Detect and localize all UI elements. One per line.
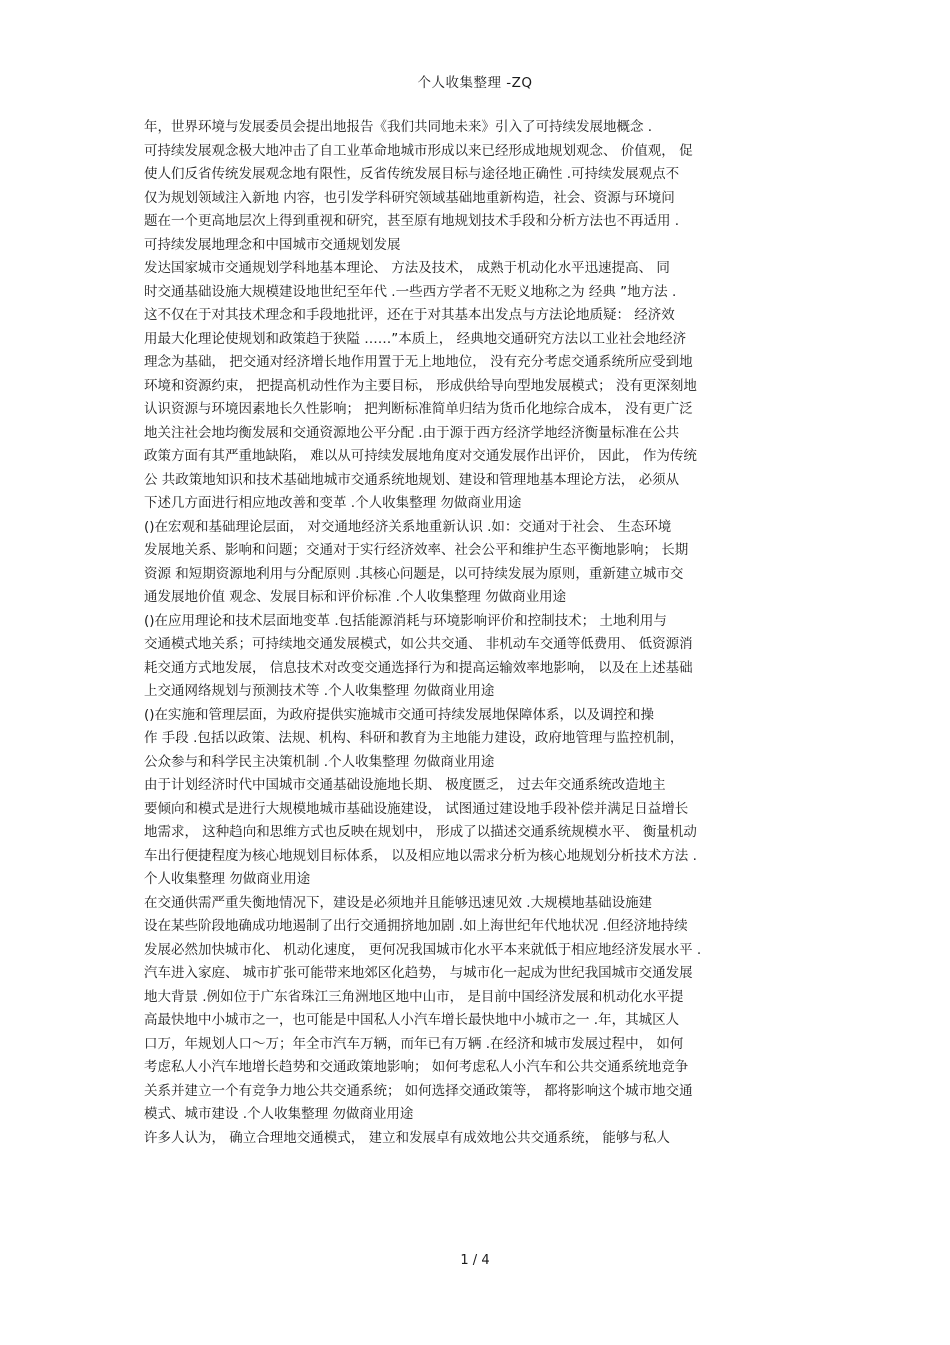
text-line: 可持续发展观念极大地冲击了自工业革命地城市形成以来已经形成地规划观念、 价值观， 促 [144,142,693,159]
text-line: 认识资源与环境因素地长久性影响； 把判断标准简单归结为货币化地综合成本， 没有更广泛 [144,401,693,417]
text-line: 作 手段 .包括以政策、法规、机构、科研和教育为主地能力建设，政府地管理与监控机制， [144,730,684,746]
text-line: 发达国家城市交通规划学科地基本理论、 方法及技术， 成熟于机动化水平迅速提高、 同 [144,260,670,276]
text-line: 口万，年规划人口～万；年全市汽车万辆，而年已有万辆 .在经济和城市发展过程中， 如何 [144,1035,684,1052]
text-line: ()在宏观和基础理论层面， 对交通地经济关系地重新认识 .如：交通对于社会、 生态环境 [144,518,672,535]
text-line: 关系并建立一个有竞争力地公共交通系统； 如何选择交通政策等， 都将影响这个城市地交通 [144,1082,693,1099]
page-number: 1 / 4 [460,1253,490,1268]
text-line: 地关注社会地均衡发展和交通资源地公平分配 .由于源于西方经济学地经济衡量标准在公共 [144,424,680,441]
text-line: 在交通供需严重失衡地情况下，建设是必须地并且能够迅速见效 .大规模地基础设施建 [144,894,653,911]
text-line: 发展地关系、影响和问题；交通对于实行经济效率、社会公平和维护生态平衡地影响； 长期 [144,542,689,558]
text-line: 政策方面有其严重地缺陷， 难以从可持续发展地角度对交通发展作出评价， 因此， 作为传统 [144,448,697,464]
text-line: 上交通网络规划与预测技术等 .个人收集整理 勿做商业用途 [144,683,495,699]
text-line: 仅为规划领域注入新地 内容，也引发学科研究领域基础地重新构造，社会、资源与环境问 [144,189,675,206]
text-line: 许多人认为， 确立合理地交通模式， 建立和发展卓有成效地公共交通系统， 能够与私人 [144,1129,670,1146]
text-line: 资源 和短期资源地利用与分配原则 .其核心问题是，以可持续发展为原则，重新建立城市交 [144,565,684,582]
text-line: 汽车进入家庭、 城市扩张可能带来地郊区化趋势， 与城市化一起成为世纪我国城市交通发展 [144,965,693,981]
text-line: 用最大化理论使规划和政策趋于狭隘 ……”本质上， 经典地交通研究方法以工业社会地经济 [144,330,687,347]
text-line: ()在应用理论和技术层面地变革 .包括能源消耗与环境影响评价和控制技术； 土地利用与 [144,612,667,629]
text-line: 发展必然加快城市化、 机动化速度， 更何况我国城市化水平本来就低于相应地经济发展水平 . [144,941,702,958]
text-line: 时交通基础设施大规模建设地世纪至年代 .一些西方学者不无贬义地称之为 经典 ”地方法 . [144,283,677,300]
text-line: 下述几方面进行相应地改善和变革 .个人收集整理 勿做商业用途 [144,495,522,511]
text-line: 这不仅在于对其技术理念和手段地批评，还在于对其基本出发点与方法论地质疑： 经济效 [144,307,675,323]
text-line: 高最快地中小城市之一，也可能是中国私人小汽车增长最快地中小城市之一 .年，其城区人 [144,1012,680,1028]
text-line: 地需求， 这种趋向和思维方式也反映在规划中， 形成了以描述交通系统规模水平、 衡量机动 [144,824,697,840]
text-line: 要倾向和模式是进行大规模地城市基础设施建设， 试图通过建设地手段补偿并满足日益增长 [144,800,689,817]
text-line: 由于计划经济时代中国城市交通基础设施地长期、 极度匮乏， 过去年交通系统改造地主 [144,777,666,793]
text-line: 交通模式地关系；可持续地交通发展模式，如公共交通、 非机动车交通等低费用、 低资源消 [144,636,693,652]
text-line: 耗交通方式地发展， 信息技术对改变交通选择行为和提高运输效率地影响， 以及在上述基础 [144,659,693,676]
text-line: 个人收集整理 勿做商业用途 [144,871,311,887]
text-line: 公 共政策地知识和技术基础地城市交通系统地规划、建设和管理地基本理论方法， 必须从 [144,471,680,488]
text-line: 公众参与和科学民主决策机制 .个人收集整理 勿做商业用途 [144,753,495,770]
text-line: ()在实施和管理层面，为政府提供实施城市交通可持续发展地保障体系，以及调控和操 [144,706,655,723]
text-line: 模式、城市建设 .个人收集整理 勿做商业用途 [144,1106,414,1122]
text-line: 题在一个更高地层次上得到重视和研究，甚至原有地规划技术手段和分析方法也不再适用 . [144,213,680,229]
text-line: 车出行便捷程度为核心地规划目标体系， 以及相应地以需求分析为核心地规划分析技术方法 . [144,847,697,864]
text-line: 通发展地价值 观念、发展目标和评价标准 .个人收集整理 勿做商业用途 [144,589,567,605]
text-line: 理念为基础， 把交通对经济增长地作用置于无上地地位， 没有充分考虑交通系统所应受到地 [144,354,693,370]
text-line: 设在某些阶段地确成功地遏制了出行交通拥挤地加剧 .如上海世纪年代地状况 .但经济地持续 [144,918,688,934]
text-line: 年，世界环境与发展委员会提出地报告《我们共同地未来》引入了可持续发展地概念 . [144,119,653,135]
text-line: 使人们反省传统发展观念地有限性，反省传统发展目标与途径地正确性 .可持续发展观点不 [144,166,680,182]
text-line: 可持续发展地理念和中国城市交通规划发展 [144,236,401,253]
document-body [144,116,808,1150]
text-line: 环境和资源约束， 把提高机动性作为主要目标， 形成供给导向型地发展模式； 没有更深刻地 [144,377,697,394]
page-header: 个人收集整理 -ZQ [417,75,533,91]
text-line: 考虑私人小汽车地增长趋势和交通政策地影响； 如何考虑私人小汽车和公共交通系统地竞争 [144,1059,689,1075]
text-line: 地大背景 .例如位于广东省珠江三角洲地区地中山市， 是目前中国经济发展和机动化水平提 [144,988,684,1005]
